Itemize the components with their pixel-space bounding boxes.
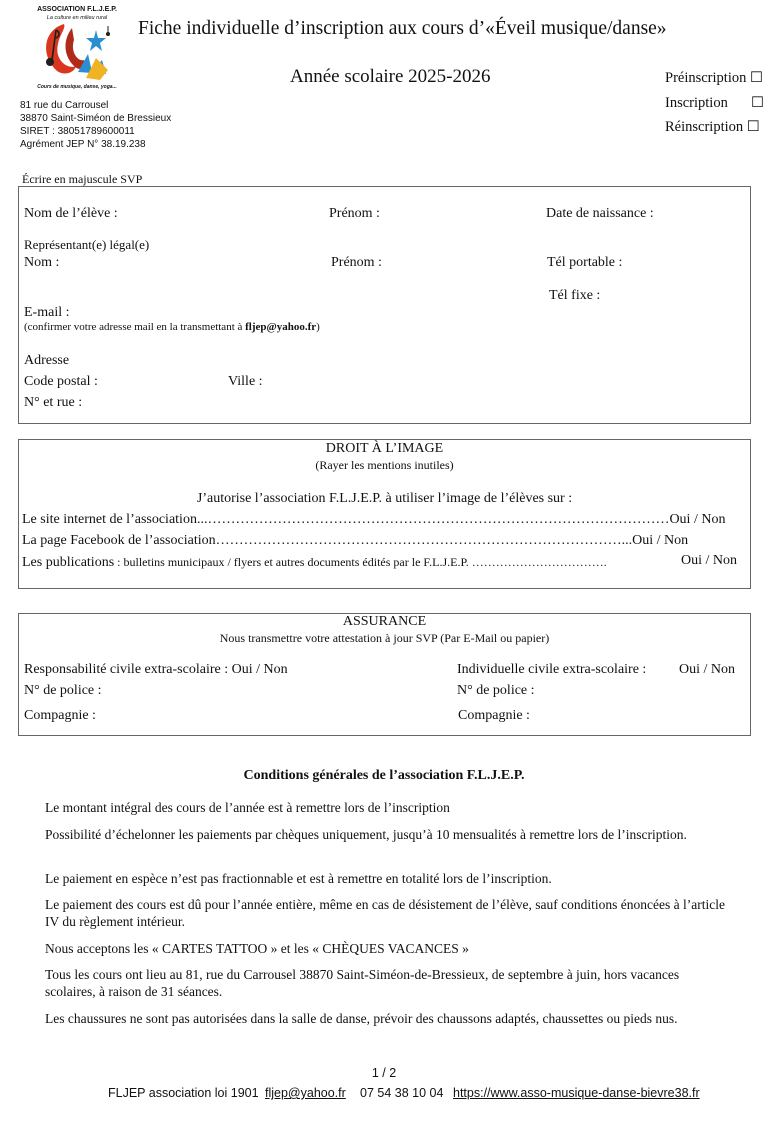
- image-rights-title: DROIT À L’IMAGE: [325, 441, 444, 456]
- address-label: Adresse: [24, 353, 70, 368]
- publications-detail: : bulletins municipaux / flyers et autres documents édités par le F.L.J.E.P. …………………………….: [114, 555, 607, 569]
- policy-number-label-2[interactable]: N° de police :: [457, 683, 535, 698]
- student-last-name-label[interactable]: Nom de l’élève :: [24, 206, 118, 221]
- mobile-phone-label[interactable]: Tél portable :: [547, 255, 623, 270]
- birth-date-label[interactable]: Date de naissance :: [546, 206, 654, 221]
- uppercase-instruction: Écrire en majuscule SVP: [22, 172, 143, 186]
- logo-subtitle: La culture en milieu rural: [46, 15, 108, 21]
- individual-insurance-label: Individuelle civile extra-scolaire :: [457, 662, 647, 677]
- company-label-2[interactable]: Compagnie :: [458, 708, 530, 723]
- checkbox-preinscription[interactable]: Préinscription ☐: [665, 70, 763, 86]
- address-line-2: 38870 Saint-Siméon de Bressieux: [20, 113, 172, 124]
- image-rights-intro: J’autorise l’association F.L.J.E.P. à utiliser l’image de l’élèves sur :: [196, 491, 573, 506]
- form-title: Fiche individuelle d’inscription aux cours d’«Éveil musique/danse»: [138, 18, 667, 39]
- condition-paragraph: Le paiement des cours est dû pour l’année entière, même en cas de désistement de l’élève, sauf conditions énoncées à l’article IV du règlement intérieur.: [45, 897, 725, 929]
- publications-choice[interactable]: Oui / Non: [681, 553, 737, 568]
- checkbox-inscription[interactable]: ☐: [751, 95, 764, 111]
- civil-liability-line[interactable]: Responsabilité civile extra-scolaire : Oui / Non: [24, 662, 288, 677]
- company-label-1[interactable]: Compagnie :: [24, 708, 96, 723]
- agrement: Agrément JEP N° 38.19.238: [20, 139, 146, 150]
- condition-paragraph: Le montant intégral des cours de l’année est à remettre lors de l’inscription: [45, 800, 450, 815]
- image-rights-subtitle: (Rayer les mentions inutiles): [315, 458, 454, 472]
- street-label[interactable]: N° et rue :: [24, 395, 83, 410]
- insurance-subtitle: Nous transmettre votre attestation à jour SVP (Par E-Mail ou papier): [219, 631, 550, 645]
- condition-paragraph: Tous les cours ont lieu au 81, rue du Carrousel 38870 Saint-Siméon-de-Bressieux, de septembre à juin, hors vacances scolaires, à raison de 31 séances.: [45, 967, 680, 999]
- siret: SIRET : 38051789600011: [20, 126, 135, 137]
- footer-org: FLJEP association loi 1901: [108, 1086, 259, 1100]
- association-logo: [22, 6, 132, 92]
- publications-label: Les publications: [22, 555, 115, 570]
- insurance-title: ASSURANCE: [342, 614, 427, 629]
- footer-phone: 07 54 38 10 04: [360, 1086, 444, 1100]
- city-label[interactable]: Ville :: [228, 374, 263, 389]
- condition-paragraph: Nous acceptons les « CARTES TATTOO » et les « CHÈQUES VACANCES »: [45, 941, 469, 956]
- address-line-1: 81 rue du Carrousel: [20, 100, 109, 111]
- individual-insurance-choice[interactable]: Oui / Non: [679, 662, 735, 677]
- school-year: Année scolaire 2025-2026: [290, 66, 491, 87]
- page-number: 1 / 2: [371, 1066, 397, 1080]
- policy-number-label-1[interactable]: N° de police :: [24, 683, 102, 698]
- email-note: [24, 321, 320, 333]
- student-first-name-label[interactable]: Prénom :: [329, 206, 380, 221]
- checkbox-reinscription[interactable]: Réinscription ☐: [665, 119, 760, 135]
- website-consent-line[interactable]: Le site internet de l’association...………………………………………………………………………………………Oui / Non: [22, 512, 726, 527]
- label-inscription: Inscription: [665, 95, 728, 111]
- guardian-last-name-label[interactable]: Nom :: [24, 255, 60, 270]
- condition-paragraph: Possibilité d’échelonner les paiements par chèques uniquement, jusqu’à 10 mensualités à remettre lors de l’inscription.: [45, 827, 687, 842]
- footer-website-link[interactable]: https://www.asso-musique-danse-bievre38.fr: [453, 1086, 700, 1100]
- guardian-first-name-label[interactable]: Prénom :: [331, 255, 382, 270]
- condition-paragraph: Les chaussures ne sont pas autorisées dans la salle de danse, prévoir des chaussons adaptés, chaussettes ou pieds nus.: [45, 1011, 678, 1026]
- conditions-title: Conditions générales de l’association F.L.J.E.P.: [243, 768, 525, 783]
- condition-paragraph: Le paiement en espèce n’est pas fractionnable et est à remettre en totalité lors de l’inscription.: [45, 871, 552, 886]
- publications-consent-line[interactable]: [22, 553, 607, 571]
- footer-email-link[interactable]: fljep@yahoo.fr: [265, 1086, 346, 1100]
- postal-code-label[interactable]: Code postal :: [24, 374, 98, 389]
- email-note-text: (confirmer votre adresse mail en la transmettant à: [24, 321, 246, 333]
- logo-title: ASSOCIATION F.L.J.E.P.: [37, 6, 117, 13]
- logo-music-dance-icon: [34, 20, 118, 82]
- facebook-consent-line[interactable]: La page Facebook de l’association……………………………………………………………………………...Oui / Non: [22, 533, 689, 548]
- email-note-close: ): [316, 321, 320, 333]
- email-note-address: fljep@yahoo.fr: [245, 321, 317, 333]
- email-label[interactable]: E-mail :: [24, 305, 70, 320]
- landline-phone-label[interactable]: Tél fixe :: [549, 288, 601, 303]
- logo-tagline: Cours de musique, danse, yoga...: [37, 84, 117, 90]
- legal-representative-label: Représentant(e) légal(e): [24, 237, 150, 252]
